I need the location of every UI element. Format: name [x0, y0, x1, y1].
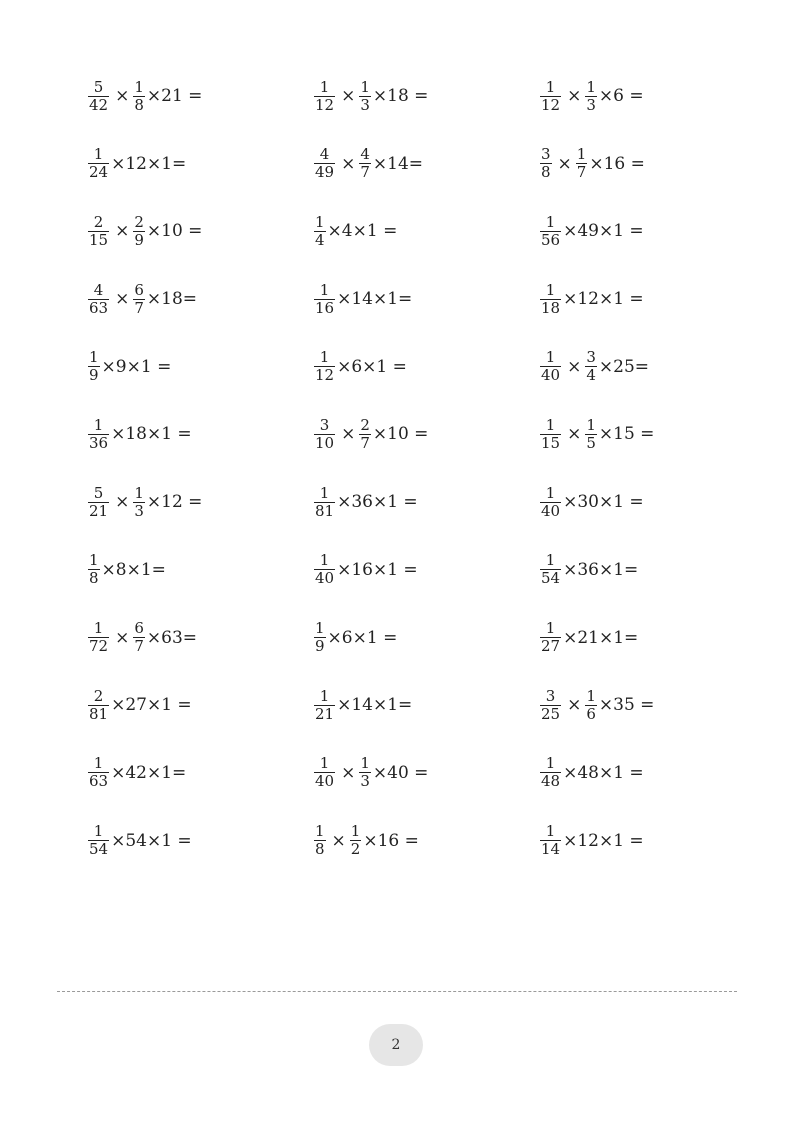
fraction-numerator: 1 [545, 754, 556, 773]
fraction [359, 79, 371, 114]
fraction [88, 688, 109, 723]
problem-item [88, 819, 314, 863]
fraction [585, 688, 597, 723]
fraction [314, 79, 335, 114]
fraction [540, 688, 561, 723]
fraction [314, 688, 335, 723]
fraction-numerator: 1 [134, 483, 144, 502]
problem-item [540, 751, 766, 795]
fraction-denominator: 81 [315, 501, 335, 520]
fraction-denominator: 40 [315, 569, 335, 588]
problem-item [540, 683, 766, 727]
expression-remainder: ×36×1= [563, 559, 639, 580]
fraction-numerator: 5 [93, 483, 104, 502]
fraction [576, 146, 588, 181]
fraction [88, 79, 109, 114]
fraction [314, 552, 335, 587]
fraction-denominator: 18 [541, 298, 561, 317]
fraction-numerator: 1 [319, 348, 330, 367]
fraction-denominator: 3 [360, 95, 370, 114]
problem-item [540, 548, 766, 592]
fraction [540, 620, 561, 655]
fraction-denominator: 8 [315, 840, 325, 859]
fraction [314, 485, 335, 520]
multiply-sign: × [557, 153, 572, 174]
fraction-numerator: 1 [319, 754, 330, 773]
fraction [314, 349, 335, 384]
expression-remainder: ×25= [598, 356, 650, 377]
fraction-numerator: 1 [319, 686, 330, 705]
expression-remainder: ×10 = [372, 424, 429, 445]
problem-item [314, 142, 540, 186]
fraction-numerator: 2 [360, 415, 370, 434]
problem-item [314, 345, 540, 389]
problem-item [540, 412, 766, 456]
fraction-numerator: 1 [93, 415, 104, 434]
fraction [540, 417, 561, 452]
expression-remainder: ×12×1 = [563, 289, 644, 310]
expression-remainder: ×30×1 = [563, 492, 644, 513]
fraction [314, 146, 335, 181]
fraction-numerator: 4 [360, 145, 370, 164]
fraction-numerator: 1 [576, 145, 587, 164]
multiply-sign: × [341, 424, 356, 445]
expression-remainder: ×27×1 = [111, 695, 192, 716]
expression-remainder: ×35 = [598, 695, 655, 716]
fraction [88, 552, 100, 587]
fraction-numerator: 1 [545, 415, 556, 434]
multiply-sign: × [115, 492, 130, 513]
fraction [585, 417, 597, 452]
fraction-denominator: 12 [315, 95, 335, 114]
fraction-denominator: 72 [89, 637, 109, 655]
fraction-numerator: 1 [360, 754, 370, 773]
fraction-denominator: 9 [134, 230, 144, 249]
fraction-numerator: 1 [586, 686, 596, 705]
fraction-denominator: 8 [541, 163, 551, 182]
problem-item [88, 616, 314, 660]
expression-remainder: ×16 = [589, 153, 645, 174]
fraction [540, 349, 561, 384]
problem-item [314, 74, 540, 118]
expression-remainder: ×12×1= [111, 153, 187, 174]
fraction [540, 552, 561, 587]
fraction-denominator: 16 [315, 298, 335, 317]
fraction-denominator: 36 [89, 433, 109, 452]
fraction [540, 823, 561, 858]
fraction-numerator: 1 [93, 145, 104, 164]
problem-item [314, 616, 540, 660]
fraction-denominator: 56 [541, 230, 561, 249]
fraction-denominator: 40 [541, 501, 561, 520]
expression-remainder: ×16×1 = [337, 559, 418, 580]
fraction-numerator: 1 [545, 212, 556, 231]
fraction [88, 485, 109, 520]
fraction-denominator: 12 [315, 366, 335, 385]
fraction-denominator: 5 [586, 433, 596, 452]
problem-item [540, 277, 766, 321]
fraction [540, 79, 561, 114]
fraction [540, 755, 561, 790]
problem-item [88, 142, 314, 186]
fraction [350, 823, 362, 858]
multiply-sign: × [115, 627, 130, 648]
expression-remainder: ×14×1= [337, 695, 413, 716]
problem-item [540, 819, 766, 863]
fraction-numerator: 1 [93, 619, 104, 637]
fraction-numerator: 1 [545, 77, 556, 96]
multiply-sign: × [341, 153, 356, 174]
multiply-sign: × [567, 695, 582, 716]
expression-remainder: ×6×1 = [337, 356, 407, 377]
fraction-numerator: 1 [545, 280, 556, 299]
fraction-numerator: 1 [319, 551, 330, 570]
fraction [359, 146, 371, 181]
expression-remainder: ×63= [146, 627, 198, 648]
multiply-sign: × [115, 289, 130, 310]
fraction-numerator: 1 [360, 77, 370, 96]
fraction-numerator: 3 [545, 686, 556, 705]
fraction-denominator: 24 [89, 163, 109, 182]
fraction [88, 417, 109, 452]
fraction [88, 214, 109, 249]
multiply-sign: × [341, 86, 356, 106]
fraction [133, 485, 145, 520]
fraction [314, 823, 326, 858]
fraction-denominator: 6 [586, 704, 596, 723]
problem-item [314, 751, 540, 795]
fraction-denominator: 4 [586, 366, 596, 385]
fraction-denominator: 4 [315, 230, 325, 249]
fraction [314, 620, 326, 655]
fraction [314, 214, 326, 249]
expression-remainder: ×12×1 = [563, 830, 644, 851]
fraction-denominator: 81 [89, 704, 109, 723]
fraction-numerator: 1 [545, 551, 556, 570]
fraction-denominator: 14 [541, 840, 561, 859]
expression-remainder: ×18×1 = [111, 424, 192, 445]
expression-remainder: ×12 = [146, 492, 203, 513]
problem-item [88, 277, 314, 321]
fraction [359, 417, 371, 452]
expression-remainder: ×6 = [598, 86, 644, 106]
expression-remainder: ×36×1 = [337, 492, 418, 513]
fraction [88, 349, 100, 384]
fraction [133, 620, 145, 655]
fraction-numerator: 1 [545, 822, 556, 841]
fraction-denominator: 63 [89, 298, 109, 317]
fraction-numerator: 1 [319, 77, 330, 96]
expression-remainder: ×9×1 = [101, 356, 172, 377]
multiply-sign: × [567, 424, 582, 445]
expression-remainder: ×49×1 = [563, 221, 644, 242]
problem-item [540, 345, 766, 389]
fraction-denominator: 7 [576, 163, 587, 182]
problem-item [314, 277, 540, 321]
problem-item [314, 683, 540, 727]
fraction-numerator: 2 [93, 686, 104, 705]
expression-remainder: ×14×1= [337, 289, 413, 310]
fraction-numerator: 4 [319, 145, 330, 164]
fraction-denominator: 49 [315, 163, 335, 182]
fraction [133, 79, 145, 114]
multiply-sign: × [115, 221, 130, 242]
fraction-numerator: 3 [319, 415, 330, 434]
fraction [88, 620, 109, 655]
problem-item [314, 412, 540, 456]
fraction-denominator: 15 [541, 433, 561, 452]
fraction-numerator: 6 [134, 619, 144, 637]
problem-item [88, 74, 314, 118]
fraction-numerator: 1 [134, 77, 144, 96]
expression-remainder: ×54×1 = [111, 830, 192, 851]
problem-item [88, 751, 314, 795]
expression-remainder: ×21×1= [563, 627, 639, 648]
problem-grid [88, 74, 766, 886]
expression-remainder: ×15 = [598, 424, 655, 445]
fraction-denominator: 9 [89, 366, 99, 385]
expression-remainder: ×18= [146, 289, 198, 310]
fraction-denominator: 12 [541, 95, 561, 114]
fraction-denominator: 48 [541, 772, 561, 791]
fraction [359, 755, 371, 790]
fraction-numerator: 1 [315, 822, 325, 841]
fraction-numerator: 3 [586, 348, 596, 367]
problem-item [88, 683, 314, 727]
fraction [133, 214, 145, 249]
fraction-denominator: 27 [541, 637, 561, 655]
fraction-numerator: 1 [315, 619, 325, 637]
fraction-denominator: 15 [89, 230, 109, 249]
problem-item [540, 616, 766, 660]
problem-item [88, 480, 314, 524]
expression-remainder: ×16 = [363, 830, 419, 851]
problem-item [540, 480, 766, 524]
fraction-numerator: 1 [350, 822, 361, 841]
expression-remainder: ×4×1 = [327, 221, 398, 242]
dashed-divider [57, 991, 737, 992]
expression-remainder: ×18 = [372, 86, 429, 106]
fraction [540, 282, 561, 317]
fraction [88, 282, 109, 317]
expression-remainder: ×40 = [372, 762, 429, 783]
fraction-denominator: 54 [89, 840, 109, 859]
fraction-numerator: 3 [541, 145, 551, 164]
problem-item [314, 480, 540, 524]
problem-item [540, 209, 766, 253]
fraction-denominator: 9 [315, 637, 325, 655]
fraction-denominator: 3 [586, 95, 596, 114]
problem-item [88, 345, 314, 389]
expression-remainder: ×42×1= [111, 762, 187, 783]
fraction [540, 146, 552, 181]
multiply-sign: × [567, 356, 582, 377]
fraction-numerator: 1 [93, 822, 104, 841]
fraction-numerator: 2 [93, 212, 104, 231]
fraction-numerator: 1 [545, 619, 556, 637]
expression-remainder: ×21 = [146, 86, 203, 106]
fraction-numerator: 1 [89, 551, 99, 570]
fraction-numerator: 1 [545, 348, 556, 367]
fraction-numerator: 1 [319, 280, 330, 299]
fraction-denominator: 40 [315, 772, 335, 791]
fraction-numerator: 1 [315, 212, 325, 231]
fraction [88, 755, 109, 790]
problem-item [314, 819, 540, 863]
fraction [314, 755, 335, 790]
problem-item [540, 142, 766, 186]
fraction-denominator: 7 [134, 637, 144, 655]
fraction-numerator: 5 [93, 77, 104, 96]
fraction-numerator: 1 [545, 483, 556, 502]
fraction [540, 485, 561, 520]
fraction-denominator: 7 [134, 298, 144, 317]
expression-remainder: ×14= [372, 153, 424, 174]
fraction-denominator: 10 [315, 433, 335, 452]
fraction-denominator: 7 [360, 433, 370, 452]
fraction [585, 79, 597, 114]
fraction-denominator: 3 [134, 501, 144, 520]
fraction-denominator: 40 [541, 366, 561, 385]
fraction-numerator: 1 [586, 415, 596, 434]
fraction-numerator: 1 [89, 348, 99, 367]
fraction-denominator: 21 [315, 704, 335, 723]
problem-item [88, 209, 314, 253]
fraction-denominator: 2 [350, 840, 361, 859]
fraction-numerator: 1 [319, 483, 330, 502]
fraction-denominator: 8 [134, 95, 144, 114]
fraction-numerator: 2 [134, 212, 144, 231]
fraction [88, 146, 109, 181]
fraction-numerator: 1 [586, 77, 596, 96]
fraction-denominator: 63 [89, 772, 109, 791]
page-number-badge: 2 [369, 1024, 423, 1066]
problem-item [88, 412, 314, 456]
fraction [314, 282, 335, 317]
multiply-sign: × [567, 86, 582, 106]
fraction-denominator: 3 [360, 772, 370, 791]
expression-remainder: ×48×1 = [563, 762, 644, 783]
fraction-denominator: 25 [541, 704, 561, 723]
expression-remainder: ×10 = [146, 221, 203, 242]
fraction [314, 417, 335, 452]
fraction-numerator: 6 [134, 280, 144, 299]
problem-item [314, 209, 540, 253]
fraction-denominator: 42 [89, 95, 109, 114]
fraction [133, 282, 145, 317]
fraction-denominator: 54 [541, 569, 561, 588]
multiply-sign: × [341, 762, 356, 783]
fraction-denominator: 8 [89, 569, 99, 588]
fraction [88, 823, 109, 858]
fraction-denominator: 21 [89, 501, 109, 520]
multiply-sign: × [115, 86, 130, 106]
problem-item [88, 548, 314, 592]
fraction-numerator: 1 [93, 754, 104, 773]
fraction-denominator: 7 [360, 163, 370, 182]
fraction [540, 214, 561, 249]
problem-item [314, 548, 540, 592]
fraction [585, 349, 597, 384]
fraction-numerator: 4 [93, 280, 104, 299]
expression-remainder: ×6×1 = [327, 627, 398, 648]
multiply-sign: × [331, 830, 346, 851]
expression-remainder: ×8×1= [101, 559, 166, 580]
problem-item [540, 74, 766, 118]
